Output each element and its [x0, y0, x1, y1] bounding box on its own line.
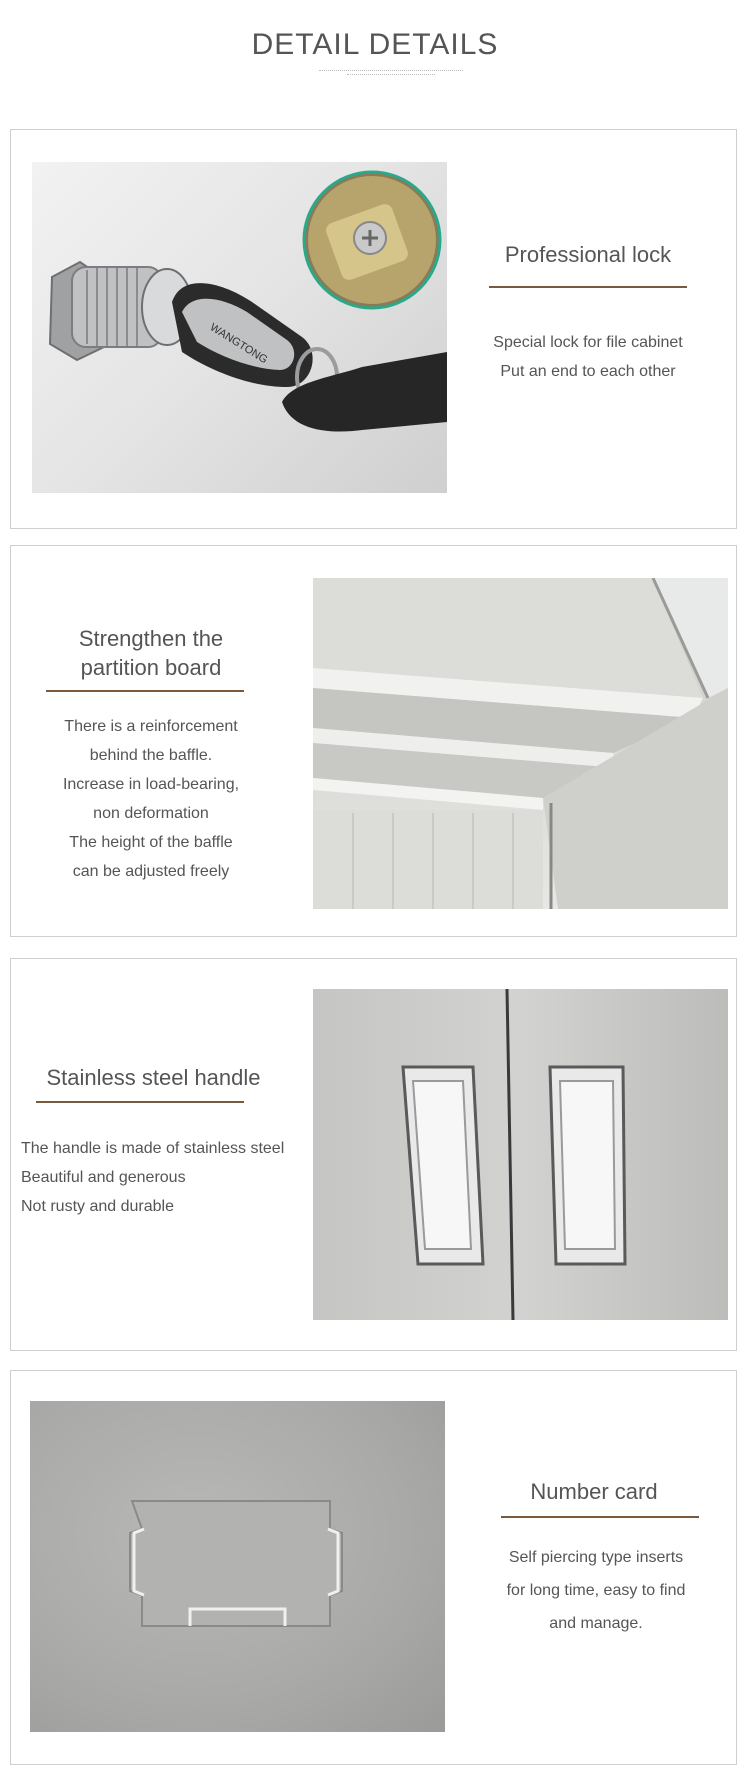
body-line: Self piercing type inserts	[508, 1549, 684, 1566]
heading-rule	[489, 286, 687, 288]
section-partition-board	[10, 545, 737, 937]
section-heading: Strengthen the	[78, 626, 224, 651]
partition-body	[31, 712, 271, 886]
section-stainless-handle	[10, 958, 737, 1351]
body-line: The handle is made of stainless steel	[21, 1140, 285, 1157]
body-line: Beautiful and generous	[21, 1169, 186, 1186]
body-line: Not rusty and durable	[21, 1198, 174, 1215]
body-line: behind the baffle.	[89, 747, 213, 764]
handle-text	[31, 1063, 276, 1092]
heading-rule	[36, 1101, 244, 1103]
body-line: Special lock for file cabinet	[493, 334, 683, 351]
title-ornament	[319, 69, 463, 77]
body-line: Put an end to each other	[500, 363, 676, 380]
section-number-card	[10, 1370, 737, 1765]
section-heading: Number card	[530, 1479, 658, 1504]
heading-rule	[46, 690, 244, 692]
lock-photo	[32, 162, 447, 493]
body-line: non deformation	[93, 805, 209, 822]
partition-text	[31, 624, 271, 682]
body-line: There is a reinforcement	[64, 718, 238, 735]
section-professional-lock	[10, 129, 737, 529]
lock-text	[483, 240, 693, 269]
body-line: and manage.	[549, 1615, 643, 1632]
handle-photo	[313, 989, 728, 1320]
shelf-photo	[313, 578, 728, 909]
heading-rule	[501, 1516, 699, 1518]
page-title: DETAIL DETAILS	[251, 28, 499, 61]
handle-body	[21, 1134, 301, 1221]
svg-text:WANGTONG: WANGTONG	[207, 321, 270, 367]
card-body	[481, 1541, 711, 1640]
section-heading: Professional lock	[504, 242, 672, 267]
lock-body	[473, 328, 703, 386]
section-heading: partition board	[80, 655, 222, 680]
card-text	[489, 1477, 699, 1506]
number-card-photo	[30, 1401, 445, 1732]
body-line: Increase in load-bearing,	[62, 776, 240, 793]
body-line: The height of the baffle	[69, 834, 233, 851]
body-line: for long time, easy to find	[506, 1582, 686, 1599]
section-heading: Stainless steel handle	[46, 1065, 261, 1090]
body-line: can be adjusted freely	[72, 863, 230, 880]
